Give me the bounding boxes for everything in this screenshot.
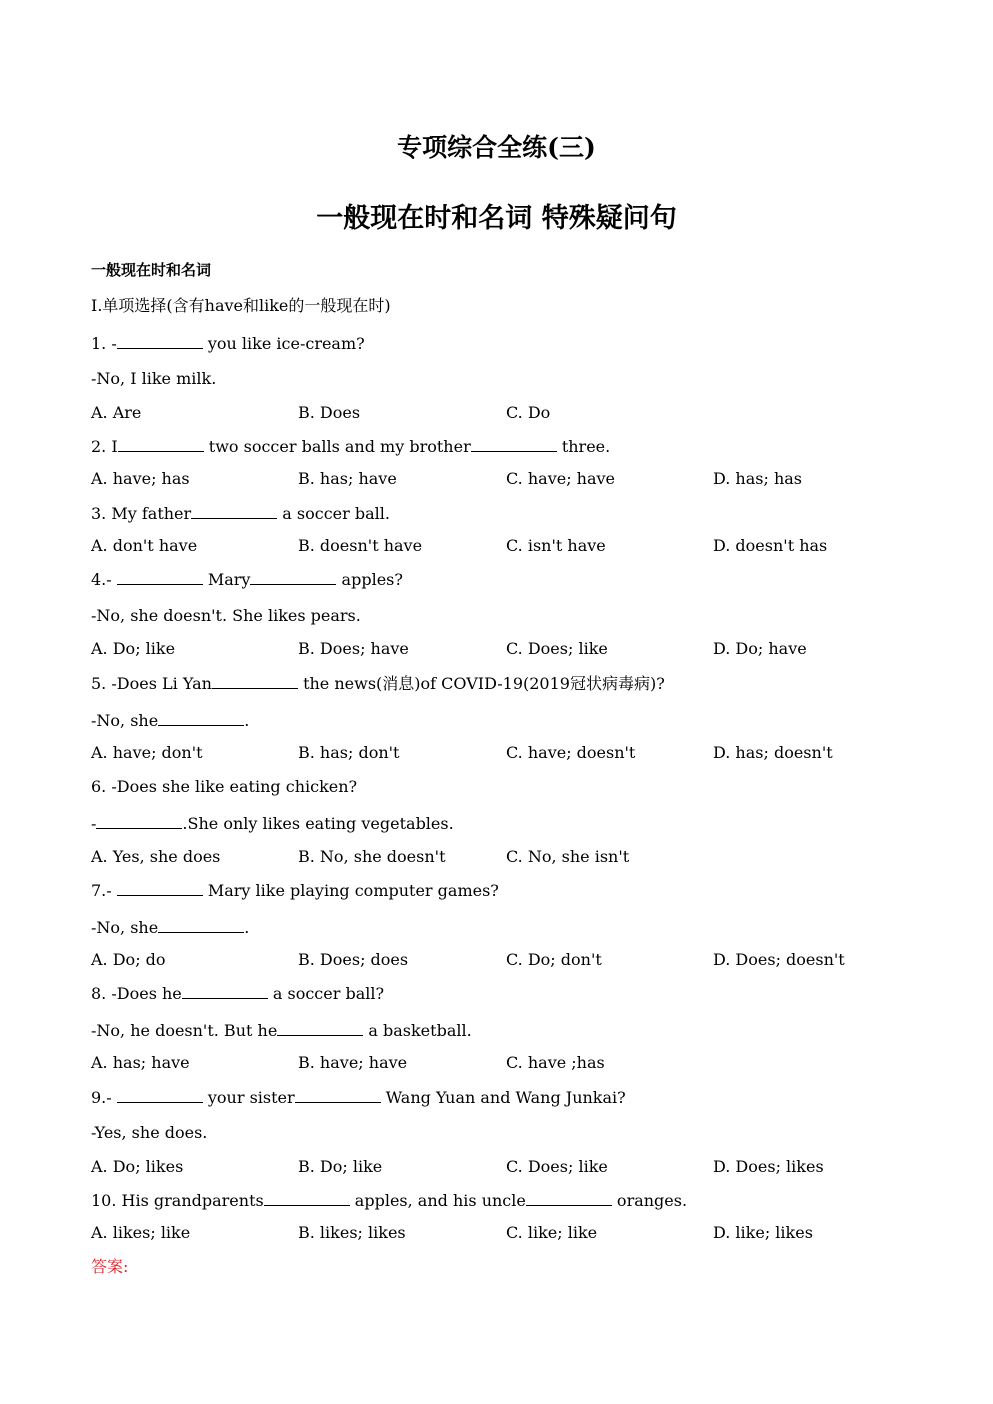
option-a[interactable]: A. have; don't	[91, 743, 203, 762]
option-c[interactable]: C. Does; like	[506, 1157, 608, 1176]
answer-label: 答案:	[91, 1257, 129, 1276]
answer-blank[interactable]	[117, 569, 203, 585]
option-c[interactable]: C. Does; like	[506, 639, 608, 658]
option-c[interactable]: C. have; doesn't	[506, 743, 636, 762]
option-b[interactable]: B. Does; have	[298, 639, 409, 658]
answer-blank[interactable]	[471, 436, 557, 452]
option-b[interactable]: B. has; don't	[298, 743, 400, 762]
option-c[interactable]: C. No, she isn't	[506, 847, 630, 866]
answer-blank[interactable]	[526, 1190, 612, 1206]
question-5-reply: -No, she .	[91, 711, 250, 730]
question-7-stem: 7.- Mary like playing computer games?	[91, 881, 499, 900]
option-a[interactable]: A. has; have	[91, 1053, 190, 1072]
option-a[interactable]: A. don't have	[91, 536, 198, 555]
question-6-reply: - .She only likes eating vegetables.	[91, 814, 454, 833]
option-c[interactable]: C. Do	[506, 403, 551, 422]
question-4-stem: 4.- Mary apples?	[91, 570, 403, 589]
answer-blank[interactable]	[250, 569, 336, 585]
answer-blank[interactable]	[295, 1087, 381, 1103]
option-b[interactable]: B. No, she doesn't	[298, 847, 446, 866]
answer-blank[interactable]	[264, 1190, 350, 1206]
question-2-stem: 2. I two soccer balls and my brother three.	[91, 437, 611, 456]
answer-blank[interactable]	[117, 1087, 203, 1103]
option-b[interactable]: B. Does; does	[298, 950, 409, 969]
page-title: 专项综合全练(三)	[397, 133, 596, 162]
option-a[interactable]: A. Are	[91, 403, 142, 422]
question-4-reply: -No, she doesn't. She likes pears.	[91, 606, 361, 625]
option-d[interactable]: D. Do; have	[713, 639, 807, 658]
question-6-stem: 6. -Does she like eating chicken?	[91, 777, 358, 796]
answer-blank[interactable]	[182, 983, 268, 999]
option-a[interactable]: A. have; has	[91, 469, 190, 488]
answer-blank[interactable]	[118, 436, 204, 452]
option-a[interactable]: A. likes; like	[91, 1223, 191, 1242]
option-c[interactable]: C. like; like	[506, 1223, 598, 1242]
question-1-stem: 1. - you like ice-cream?	[91, 334, 365, 353]
option-d[interactable]: D. has; has	[713, 469, 803, 488]
option-a[interactable]: A. Yes, she does	[91, 847, 221, 866]
part-heading: I.单项选择(含有have和like的一般现在时)	[91, 296, 391, 315]
option-d[interactable]: D. Does; likes	[713, 1157, 824, 1176]
answer-blank[interactable]	[96, 813, 182, 829]
page-subtitle: 一般现在时和名词 特殊疑问句	[316, 203, 677, 234]
question-3-stem: 3. My father a soccer ball.	[91, 504, 390, 523]
option-b[interactable]: B. Do; like	[298, 1157, 383, 1176]
option-c[interactable]: C. have; have	[506, 469, 616, 488]
answer-blank[interactable]	[117, 333, 203, 349]
option-b[interactable]: B. doesn't have	[298, 536, 423, 555]
option-a[interactable]: A. Do; likes	[91, 1157, 184, 1176]
question-7-reply: -No, she .	[91, 918, 250, 937]
answer-blank[interactable]	[117, 880, 203, 896]
option-c[interactable]: C. have ;has	[506, 1053, 605, 1072]
question-8-stem: 8. -Does he a soccer ball?	[91, 984, 385, 1003]
answer-blank[interactable]	[212, 673, 298, 689]
option-d[interactable]: D. has; doesn't	[713, 743, 833, 762]
option-c[interactable]: C. Do; don't	[506, 950, 602, 969]
section-heading: 一般现在时和名词	[91, 261, 212, 279]
option-b[interactable]: B. Does	[298, 403, 361, 422]
option-d[interactable]: D. doesn't has	[713, 536, 828, 555]
question-9-reply: -Yes, she does.	[91, 1123, 208, 1142]
option-c[interactable]: C. isn't have	[506, 536, 606, 555]
question-1-reply: -No, I like milk.	[91, 369, 217, 388]
option-a[interactable]: A. Do; do	[91, 950, 166, 969]
answer-blank[interactable]	[158, 710, 244, 726]
answer-blank[interactable]	[277, 1020, 363, 1036]
option-d[interactable]: D. Does; doesn't	[713, 950, 845, 969]
option-b[interactable]: B. have; have	[298, 1053, 408, 1072]
question-10-stem: 10. His grandparents apples, and his uncle oranges.	[91, 1191, 688, 1210]
option-b[interactable]: B. likes; likes	[298, 1223, 406, 1242]
question-8-reply: -No, he doesn't. But he a basketball.	[91, 1021, 472, 1040]
question-5-stem: 5. -Does Li Yan the news(消息)of COVID-19(2019冠状病毒病)?	[91, 674, 665, 693]
option-d[interactable]: D. like; likes	[713, 1223, 813, 1242]
option-a[interactable]: A. Do; like	[91, 639, 176, 658]
option-b[interactable]: B. has; have	[298, 469, 397, 488]
question-9-stem: 9.- your sister Wang Yuan and Wang Junkai?	[91, 1088, 626, 1107]
answer-blank[interactable]	[191, 503, 277, 519]
answer-blank[interactable]	[158, 917, 244, 933]
